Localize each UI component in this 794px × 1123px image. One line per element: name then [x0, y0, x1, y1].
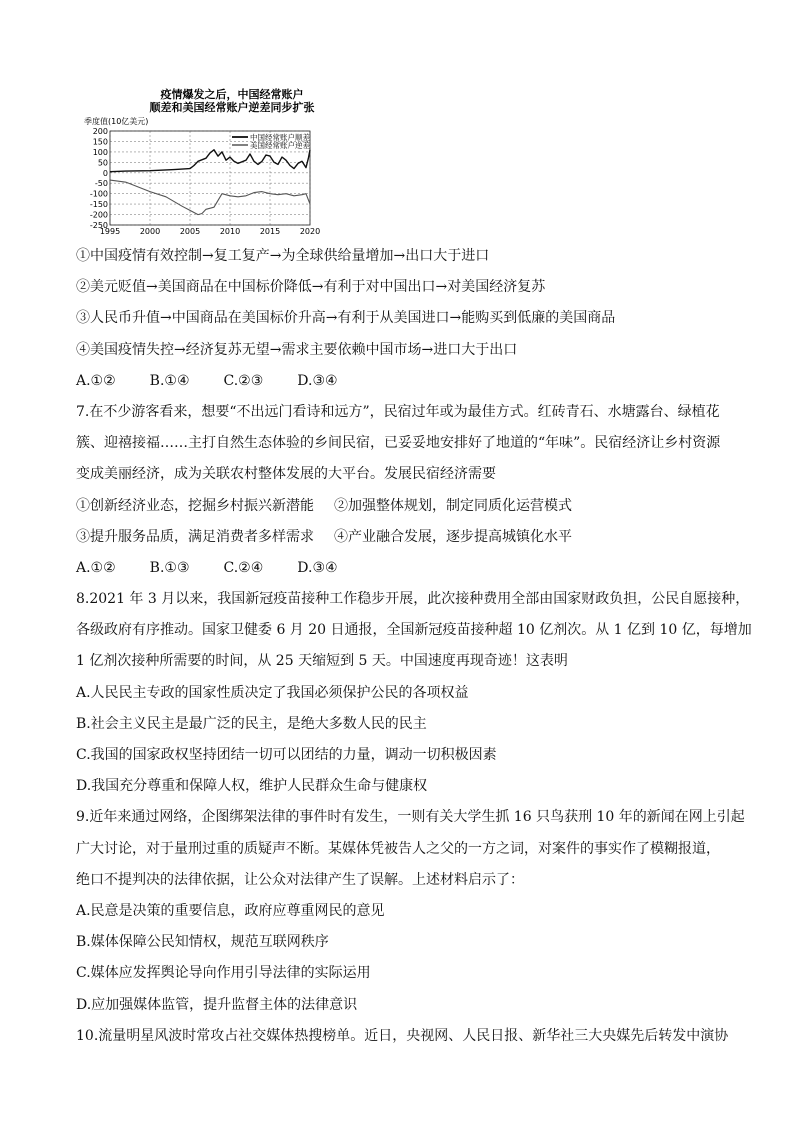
q9-stem-2: 广大讨论，对于量刑过重的质疑声不断。某媒体凭被告人之父的一方之词，对案件的事实作了模糊报道，: [76, 840, 720, 857]
q8-option-b: B.社会主义民主是最广泛的民主，是绝大多数人民的民主: [76, 715, 427, 732]
chart-svg: [82, 86, 340, 236]
y-tick-label: -200: [89, 210, 108, 220]
legend-label-1: 中国经常账户顺差: [250, 133, 310, 142]
q6-statement-2: ②美元贬值→美国商品在中国标价降低→有利于对中国出口→对美国经济复苏: [76, 279, 546, 296]
q7-options: [76, 553, 746, 584]
q7-stem-2: 簇、迎禧接福……主打自然生态体验的乡间民宿，已妥妥地安排好了地道的“年味”。民宿经济让乡村资源: [76, 435, 721, 452]
q8-stem-3: 1 亿剂次接种所需要的时间，从 25 天缩短到 5 天。中国速度再现奇迹！这表明: [76, 653, 568, 670]
q6-option-b: B.①④: [149, 372, 190, 389]
current-account-chart: [82, 86, 340, 236]
q9-option-c: C.媒体应发挥舆论导向作用引导法律的实际运用: [76, 965, 371, 982]
q7-option-b: B.①③: [149, 559, 190, 576]
x-tick-label: 1995: [99, 227, 121, 236]
q6-options: [76, 366, 746, 397]
q6-statement-3: ③人民币升值→中国商品在美国标价升高→有利于从美国进口→能购买到低廉的美国商品: [76, 310, 616, 327]
q7-items-row-2: [76, 522, 746, 553]
q7-item-1: ①创新经济业态，挖掘乡村振兴新潜能: [76, 497, 314, 514]
q6-option-a: A.①②: [76, 372, 116, 389]
series-line-2: [110, 180, 310, 215]
q6-option-d: D.③④: [297, 372, 338, 389]
q9-option-a: A.民意是决策的重要信息，政府应尊重网民的意见: [76, 902, 385, 919]
q9-stem-3: 绝口不提判决的法律依据，让公众对法律产生了误解。上述材料启示了：: [76, 871, 524, 888]
q9-option-b: B.媒体保障公民知情权，规范互联网秩序: [76, 934, 329, 951]
document-body: [76, 241, 752, 1052]
q10-stem-1: 10.流量明星风波时常攻占社交媒体热搜榜单。近日，央视网、人民日报、新华社三大央媒先后转发中演协: [76, 1027, 729, 1044]
y-tick-label: -50: [94, 179, 108, 189]
q7-item-4: ④产业融合发展，逐步提高城镇化水平: [334, 528, 572, 545]
q7-stem-3: 变成美丽经济，成为关联农村整体发展的大平台。发展民宿经济需要: [76, 466, 496, 483]
y-tick-label: 50: [97, 158, 108, 168]
q8-option-c: C.我国的国家政权坚持团结一切可以团结的力量，调动一切积极因素: [76, 747, 497, 763]
chart-title-line-2: 顺差和美国经常账户逆差同步扩张: [149, 101, 315, 114]
chart-ylabel: 季度值(10亿美元): [84, 117, 149, 126]
chart-series: [110, 150, 310, 215]
chart-legend: [232, 132, 310, 150]
q6-statement-4: ④美国疫情失控→经济复苏无望→需求主要依赖中国市场→进口大于出口: [76, 341, 518, 358]
q7-item-2: ②加强整体规划，制定同质化运营模式: [334, 497, 572, 514]
q6-statement-1: ①中国疫情有效控制→复工复产→为全球供给量增加→出口大于进口: [76, 248, 490, 264]
q8-stem-1: 8.2021 年 3 月以来，我国新冠疫苗接种工作稳步开展，此次接种费用全部由国家财政负担，公民自愿接种，: [76, 591, 750, 608]
q8-option-a: A.人民民主专政的国家性质决定了我国必须保护公民的各项权益: [76, 684, 469, 701]
x-tick-label: 2015: [259, 227, 281, 236]
q7-item-3: ③提升服务品质，满足消费者多样需求: [76, 528, 314, 545]
q6-option-c: C.②③: [223, 372, 264, 389]
x-tick-label: 2010: [219, 227, 241, 236]
y-tick-label: -250: [89, 221, 108, 230]
q8-option-d: D.我国充分尊重和保障人权，维护人民群众生命与健康权: [76, 778, 428, 795]
x-tick-label: 2005: [179, 227, 201, 236]
q7-option-d: D.③④: [297, 559, 338, 576]
x-tick-label: 2000: [139, 227, 161, 236]
y-tick-label: 100: [92, 147, 108, 157]
series-line-1: [110, 150, 310, 172]
y-tick-label: 200: [92, 127, 108, 136]
y-tick-label: 0: [102, 168, 108, 178]
chart-title-line-1: 疫情爆发之后，中国经常账户: [160, 88, 304, 101]
q9-option-d: D.应加强媒体监管，提升监督主体的法律意识: [76, 996, 358, 1013]
y-tick-label: -150: [89, 200, 108, 210]
x-tick-label: 2020: [299, 227, 321, 236]
y-tick-label: -100: [89, 189, 108, 199]
q7-option-a: A.①②: [76, 559, 116, 576]
q7-items-row-1: [76, 491, 746, 522]
q7-stem-1: 7.在不少游客看来，想要“不出远门看诗和远方”，民宿过年或为最佳方式。红砖青石、水塘露台、绿植花: [76, 403, 720, 420]
q9-stem-1: 9.近年来通过网络，企图绑架法律的事件时有发生，一则有关大学生抓 16 只鸟获刑 10 年的新闻在网上引起: [76, 809, 745, 826]
q7-option-c: C.②④: [223, 559, 264, 576]
y-tick-label: 150: [92, 137, 108, 147]
legend-label-2: 美国经常账户逆差: [250, 141, 310, 150]
q8-stem-2: 各级政府有序推动。国家卫健委 6 月 20 日通报，全国新冠疫苗接种超 10 亿剂次。从 1 亿到 10 亿，每增加: [76, 622, 752, 639]
